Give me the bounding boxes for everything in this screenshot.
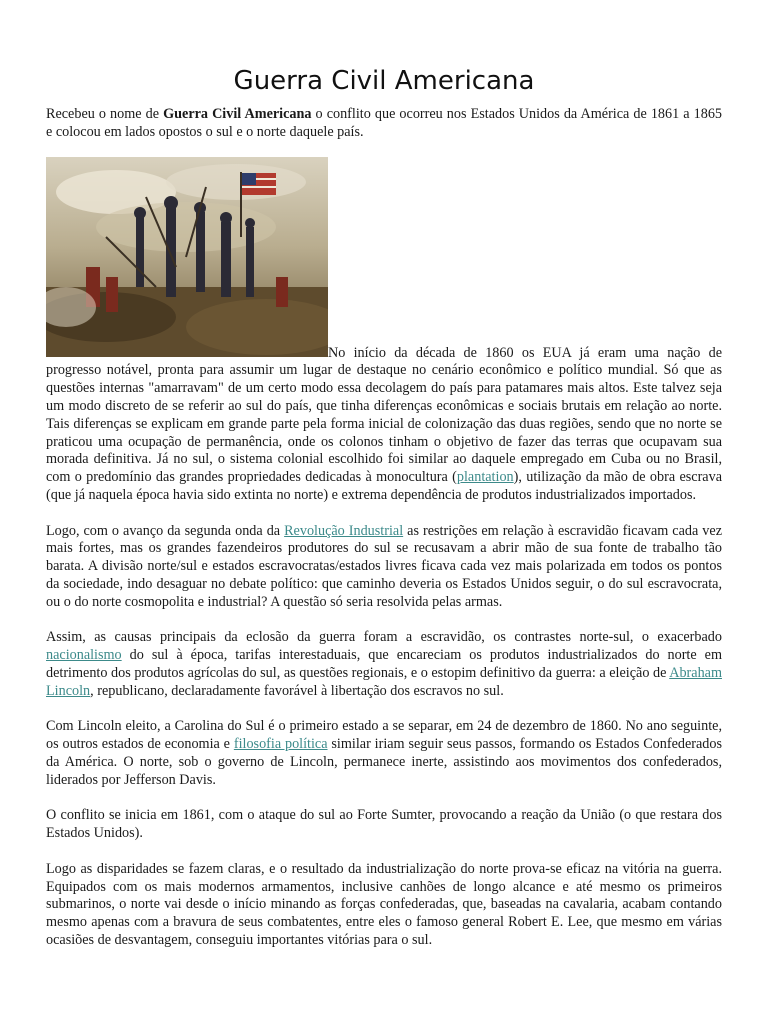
nacionalismo-link[interactable]: nacionalismo (46, 647, 122, 664)
painting-svg (46, 157, 328, 357)
paragraph-3-text-start: Assim, as causas principais da eclosão da guerra foram a escravidão, os contrastes norte-sul, o exacerbado (46, 629, 722, 646)
paragraph-1-text-end: ), utilização da mão de obra escrava (que já naquela época havia sido extinta no norte) e extrema dependência de produtos industrializados importados. (46, 469, 722, 503)
civil-war-battle-painting-icon (46, 157, 328, 357)
filosofia-politica-link[interactable]: filosofia política (233, 736, 328, 753)
intro-paragraph (46, 106, 722, 142)
paragraph-3-text-middle: do sul à época, tarifas interestaduais, que encareciam os produtos industrializados do norte em detrimento dos produtos agrícolas do sul, as questões regionais, e o estopim definitivo da guerra: a eleição de (46, 647, 722, 681)
plantation-link[interactable]: plantation (456, 469, 514, 486)
revolucao-industrial-link[interactable]: Revolução Industrial (284, 522, 404, 539)
intro-text-start: Recebeu o nome de (46, 106, 164, 122)
paragraph-5: O conflito se inicia em 1861, com o ataque do sul ao Forte Sumter, provocando a reação da União (o que restara dos Estados Unidos). (46, 807, 722, 842)
paragraph-4-text-start: Com Lincoln eleito, a Carolina do Sul é o primeiro estado a se separar, em 24 de dezembro de 1860. No ano seguinte, os outros estados de economia e (46, 718, 722, 753)
intro-text-end: o conflito que ocorreu nos Estados Unidos da América de 1861 a 1865 e colocou em lados opostos o sul e o norte daquele país. (46, 106, 723, 140)
paragraph-4-text-end: similar iriam seguir seus passos, formando os Estados Confederados da América. O norte, sob o governo de Lincoln, permanece inerte, assistindo aos movimentos dos confederados, liderados por Jefferson Davis. (46, 736, 722, 788)
paragraph-2-text-end: as restrições em relação à escravidão ficavam cada vez mais fortes, mas os grandes fazendeiros produtores do sul se recusavam a abrir mão de sua fonte de trabalho tão barata. A divisão norte/sul e estados escravocratas/estados livres ficava cada vez mais polarizada em todos os pontos da sociedade, indo desaguar no debate político: que caminho deveria os Estados Unidos seguir, o do sul escravocrata, ou o do norte cosmopolita e industrial? A questão só seria resolvida pelas armas. (46, 522, 722, 610)
paragraph-1-text-start: No início da década de 1860 os EUA já eram uma nação de progresso notável, pronta para assumir um lugar de destaque no cenário econômico e político mundial. Só que as questões internas "amarravam" de um certo modo essa decolagem do país para patamares mais altos. Este talvez seja um modo discreto de se referir ao sul do país, que tinha diferenças econômicas e sociais brutais em relação ao norte. Tais diferenças se explicam em grande parte pela forma inicial de colonização das duas regiões, sendo que no norte se praticou uma ocupação de permanência, onde os colonos tinham o objetivo de fazer das terras que ocupavam sua morada definitiva. Já no sul, o sistema colonial escolhido foi similar ao daquele empregado em Cuba ou no Brasil, com o predomínio das grandes propriedades dedicadas à monocultura ( (46, 344, 722, 486)
paragraph-3 (46, 629, 722, 700)
paragraph-3-text-end: , republicano, declaradamente favorável à libertação dos escravos no sul. (90, 682, 504, 699)
paragraph-4 (46, 718, 722, 789)
paragraph-2-text-start: Logo, com o avanço da segunda onda da (46, 522, 285, 539)
paragraph-1 (46, 142, 722, 505)
page-title: Guerra Civil Americana (233, 66, 535, 96)
abraham-lincoln-link[interactable]: Abraham Lincoln (46, 664, 722, 699)
paragraph-2 (46, 523, 722, 612)
intro-bold-term: Guerra Civil Americana (163, 106, 312, 122)
paragraph-6: Logo as disparidades se fazem claras, e o resultado da industrialização do norte prova-se eficaz na vitória na guerra. Equipados com os mais modernos armamentos, inclusive canhões de longo alcance e até mesmo os primeiros submarinos, o norte vai desde o início minando as forças confederadas, que, baseadas na cavalaria, acabam contando mesmo apenas com a bravura de seus combatentes, entre eles o famoso general Robert E. Lee, que mesmo em várias ocasiões de desvantagem, conseguiu importantes vitórias para o sul. (46, 860, 722, 948)
